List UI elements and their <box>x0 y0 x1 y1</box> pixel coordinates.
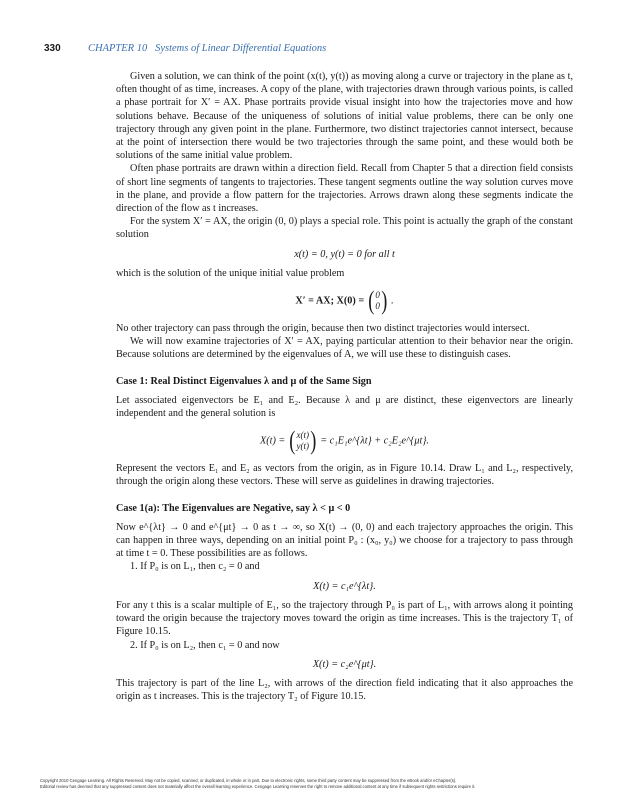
list-item: 1. If P₀ is on L₁, then c₂ = 0 and <box>130 561 260 573</box>
equation-initial-value-problem <box>116 288 573 314</box>
paragraph: No other trajectory can pass through the origin, because then two distinct trajectories would intersect. <box>116 323 530 335</box>
vector-top: x(t) <box>296 430 310 441</box>
page-header <box>44 41 582 57</box>
paragraph: This trajectory is part of the line L₂, with arrows of the direction field indicating that it also approaches the origin as t increases. This is the trajectory T₂ of Figure 10.15. <box>116 677 573 703</box>
vector-bottom: y(t) <box>296 441 310 452</box>
solution-vector: ( x(t) y(t) ) <box>289 426 317 456</box>
paragraph: Often phase portraits are drawn within a direction field. Recall from Chapter 5 that a direction field consists of short line segments of tangents to trajectories. These tangent segments outline the way solution curves move in the plane, and provide a flow pattern for the trajectories. Arrows drawn along these segments indicate the direction of the flow as t increases. <box>116 163 573 215</box>
chapter-label: CHAPTER 10 <box>88 43 148 54</box>
footer-line: Editorial review has deemed that any suppressed content does not materially affect the overall learning experience. Cengage Learning reserves the right to remove additional content at any time if subsequent rights restrictions require it. <box>40 784 476 789</box>
eq-lhs: X(t) = <box>260 435 286 447</box>
paragraph: For any t this is a scalar multiple of E₁, so the trajectory through P₀ is part of L₁, with arrows along it pointing toward the origin because the trajectory moves toward the origin as time increases. This is the trajectory T₁ of Figure 10.15. <box>116 599 573 638</box>
section-heading: Case 1(a): The Eigenvalues are Negative, say λ < μ < 0 <box>116 502 351 514</box>
copyright-footer <box>40 778 582 790</box>
eq-lhs: X′ = AX; X(0) = <box>295 295 365 307</box>
equation-constant-solution: x(t) = 0, y(t) = 0 for all t <box>294 248 395 260</box>
equation-case1: X(t) = c₁e^{λt}. <box>313 580 376 592</box>
section-heading: Case 1: Real Distinct Eigenvalues λ and μ of the Same Sign <box>116 375 372 387</box>
vector-bottom: 0 <box>375 301 380 312</box>
page-number: 330 <box>44 43 61 54</box>
running-head <box>88 41 326 57</box>
equation-case2: X(t) = c₂e^{μt}. <box>312 658 377 670</box>
vector-top: 0 <box>375 290 380 301</box>
zero-vector: ( 0 0 ) <box>368 286 388 316</box>
eq-end: . <box>391 295 394 307</box>
paragraph: Let associated eigenvectors be E₁ and E₂. Because λ and μ are distinct, these eigenvectors are linearly independent and the general solution is <box>116 394 573 420</box>
page-body <box>116 70 573 703</box>
paragraph: Now e^{λt} → 0 and e^{μt} → 0 as t → ∞, so X(t) → (0, 0) and each trajectory approaches the origin. This can happen in three ways, depending on an initial point P₀ : (x₀, y₀) we choose for a trajectory to pass through at time t = 0. These possibilities are as follows. <box>116 521 573 560</box>
paragraph: Represent the vectors E₁ and E₂ as vectors from the origin, as in Figure 10.14. Draw L₁ and L₂, respectively, through the origin along these vectors. These will serve as guidelines in drawing trajectories. <box>116 463 573 488</box>
paragraph: For the system X′ = AX, the origin (0, 0) plays a special role. This point is actually the graph of the constant solution <box>116 216 573 241</box>
eq-rhs: = c₁E₁e^{λt} + c₂E₂e^{μt}. <box>320 435 429 447</box>
paragraph: which is the solution of the unique initial value problem <box>116 267 345 279</box>
paragraph: Given a solution, we can think of the point (x(t), y(t)) as moving along a curve or trajectory in the plane as t, often thought of as time, increases. A copy of the plane, with trajectories drawn through various points, is called a phase portrait for X′ = AX. Phase portraits provide visual insight into how the trajectories move and how solutions behave. Because of the uniqueness of solutions of initial value problems, there can be only one trajectory through any given point in the plane. Furthermore, two distinct trajectories cannot intersect, because at the point of intersection there would be two trajectories through the same point, and these would both be solutions of the same initial value problem. <box>116 71 573 162</box>
chapter-title: Systems of Linear Differential Equations <box>155 43 327 54</box>
paragraph: We will now examine trajectories of X′ = AX, paying particular attention to their behavior near the origin. Because solutions are determined by the eigenvalues of A, we will use these to distinguish cases. <box>116 336 573 361</box>
equation-general-solution <box>116 428 573 454</box>
list-item: 2. If P₀ is on L₂, then c₁ = 0 and now <box>130 639 280 651</box>
footer-line: Copyright 2010 Cengage Learning. All Rights Reserved. May not be copied, scanned, or duplicated, in whole or in part. Due to electronic rights, some third party content may be suppressed from the eBook and/or eChapter(s). <box>40 778 457 783</box>
